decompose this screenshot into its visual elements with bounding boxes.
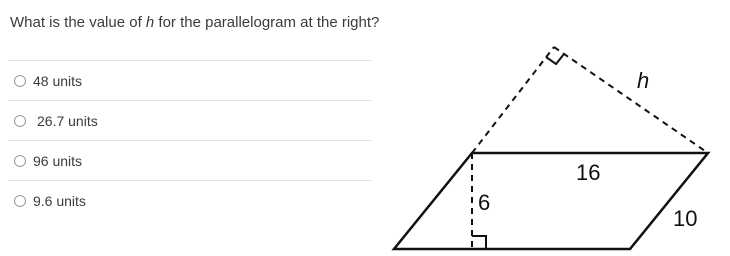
radio-button-icon[interactable] <box>14 195 26 207</box>
question-prefix: What is the value of <box>10 14 146 31</box>
question-variable: h <box>145 14 155 31</box>
extended-side-dashed-line <box>554 47 708 153</box>
height-length-label: 6 <box>478 190 491 215</box>
altitude-dashed-line <box>472 47 554 153</box>
option-9-6-units[interactable] <box>8 180 372 220</box>
parallelogram-shape <box>394 153 708 249</box>
radio-button-icon[interactable] <box>14 155 26 167</box>
option-label: 48 units <box>33 72 83 89</box>
option-label: 26.7 units <box>37 112 98 129</box>
question-suffix: for the parallelogram at the right? <box>154 14 380 31</box>
option-label: 9.6 units <box>33 192 86 209</box>
option-96-units[interactable] <box>8 140 372 180</box>
top-right-angle-marker <box>546 54 564 64</box>
h-label: h <box>637 68 650 93</box>
question-text <box>10 14 379 31</box>
option-label: 96 units <box>33 152 83 169</box>
answer-options <box>8 60 372 220</box>
top-length-label: 16 <box>576 160 601 185</box>
right-angle-marker <box>472 236 486 249</box>
option-26-7-units[interactable] <box>8 100 372 140</box>
option-48-units[interactable] <box>8 60 372 100</box>
radio-button-icon[interactable] <box>14 115 26 127</box>
side-length-label: 10 <box>673 206 698 231</box>
parallelogram-figure <box>380 30 730 256</box>
radio-button-icon[interactable] <box>14 75 26 87</box>
